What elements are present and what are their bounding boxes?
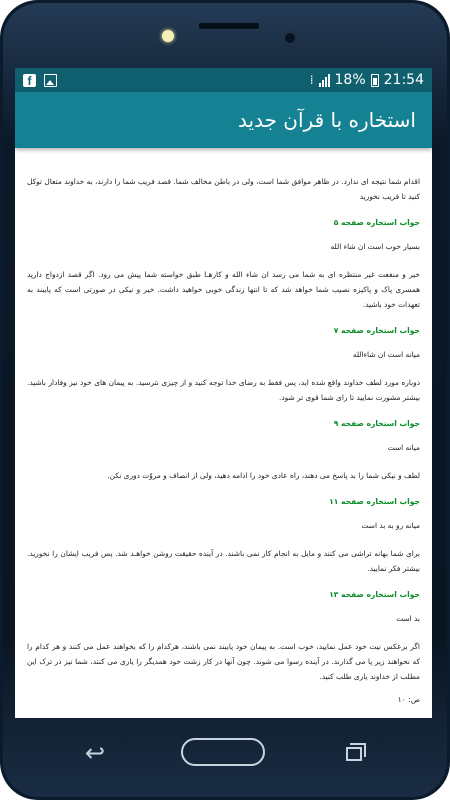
earpiece-speaker (198, 22, 260, 30)
status-notifications (23, 74, 57, 87)
signal-icon (319, 74, 330, 87)
clock: 21:54 (383, 72, 424, 88)
content-area[interactable] (15, 148, 432, 718)
section-verdict: میانه است ان شاءالله (352, 350, 420, 359)
back-arrow-icon: ↩ (84, 739, 106, 767)
page-number: ص: ۱۰ (397, 695, 420, 704)
section-heading: جواب استخاره صفحه ۹ (333, 419, 420, 428)
section-verdict: میانه است (387, 443, 420, 452)
section-verdict: بد است (396, 614, 420, 623)
navigation-bar (15, 726, 432, 786)
app-title: استخاره با قرآن جدید (238, 108, 416, 132)
back-button[interactable] (77, 738, 113, 768)
battery-icon (371, 74, 379, 87)
intro-paragraph: اقدام شما نتیجه ای ندارد. در ظاهر موافق شما است، ولی در باطن مخالف شما. قصد فریب شما را دارند، به خداوند متعال توکل کنید تا فریب نخورید (27, 177, 420, 201)
facebook-notification-icon: f (23, 74, 36, 87)
section-heading: جواب استخاره صفحه ۱۳ (329, 590, 420, 599)
recent-apps-icon (346, 747, 362, 761)
section-text: خیر و منفعت غیر منتظره ای به شما می رسد ان شاء الله و کارهـا طبق خواسته شما پیش می رود. اگر قصد ازدواج دارید همسری پاک و پاکیزه نصیب شما خواهد شد که تا انتها زندگی خوبی خواهید داشت. خیر و نیکی در صورتی است که پایبند به تعهدات خود باشید. (27, 270, 420, 309)
screen (15, 68, 432, 718)
section-text: برای شما بهانه تراشی می کنند و مایل به انجام کار نمی باشند. در آینده حقیقت روشن خواهـد شد. پس فریب ایشان را نخورید. بیشتر فکر نمایید. (27, 549, 420, 573)
section-text: دوباره مورد لطف خداوند واقع شده اید، پس فقط به رضای خدا توجه کنید و از چیزی نترسید. به پیمان های خود نیز وفادار باشید. بیشتر مشورت نمایید تا رای شما قوی تر شود. (27, 378, 420, 402)
home-button[interactable] (181, 738, 265, 766)
section-heading: جواب استخاره صفحه ۱۱ (329, 497, 420, 506)
section-text: اگر برعکس نیت خود عمل نمایید، خوب است. به پیمان خود پایبند نمی باشند، هرکدام را که بخواهند عمل می کنند و هر کدام را که نخواهند زیر پا می گذارند. در آینده رسوا می شوند. چون آنها در کار زشت خود همدیگر را یاری می کنند، شما نیز در ترک این مطلب از خداوند یاری طلب کنید. (27, 642, 420, 681)
proximity-sensor (283, 31, 297, 45)
status-system (310, 72, 424, 88)
section-text: لطف و نیکی شما را بد پاسخ می دهند، راه عادی خود را ادامه دهید، ولی از انصاف و مروّت دوری نکن. (107, 471, 420, 480)
battery-percent: 18% (334, 72, 366, 88)
section-heading: جواب استخاره صفحه ۵ (333, 218, 420, 227)
app-bar (15, 92, 432, 148)
section-verdict: میانه رو به بد است (361, 521, 420, 530)
image-notification-icon (44, 74, 57, 87)
section-heading: جواب استخاره صفحه ۷ (333, 326, 420, 335)
front-camera-icon (162, 30, 174, 42)
status-bar (15, 68, 432, 92)
recent-apps-button[interactable] (341, 738, 371, 768)
vibrate-icon: ⁞ (309, 73, 314, 87)
section-verdict: بسیار خوب است ان شاء الله (330, 242, 420, 251)
